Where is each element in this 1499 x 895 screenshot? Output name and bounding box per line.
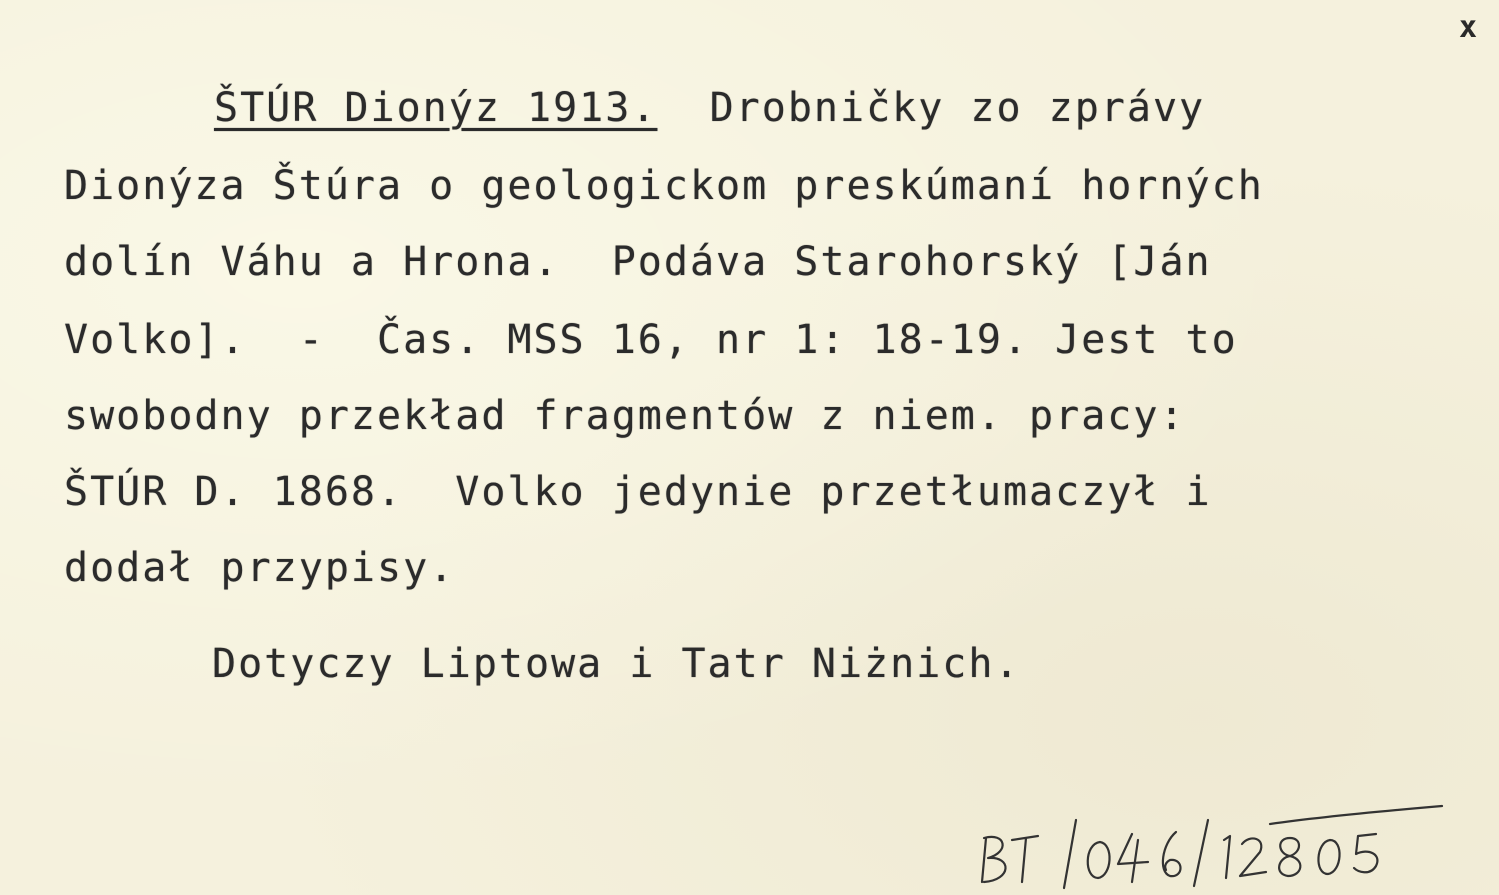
entry-line-7: dodał przypisy.: [64, 545, 456, 591]
entry-line-5: swobodny przekład fragmentów z niem. pracy:: [64, 393, 1186, 439]
note-line: Dotyczy Liptowa i Tatr Niżnich.: [212, 641, 1021, 687]
entry-line-2: Dionýza Štúra o geologickom preskúmaní horných: [64, 163, 1264, 209]
handwritten-call-number: [972, 800, 1452, 890]
entry-line-1-rest: Drobničky zo zprávy: [657, 85, 1206, 131]
entry-line-1: [214, 84, 1205, 132]
entry-line-3: dolín Váhu a Hrona. Podáva Starohorský [Ján: [64, 239, 1212, 285]
entry-line-6: ŠTÚR D. 1868. Volko jedynie przetłumaczył i: [64, 469, 1212, 515]
corner-x-mark: x: [1458, 10, 1478, 45]
entry-heading: ŠTÚR Dionýz 1913.: [214, 85, 658, 131]
entry-line-4: Volko]. - Čas. MSS 16, nr 1: 18-19. Jest to: [64, 317, 1238, 363]
